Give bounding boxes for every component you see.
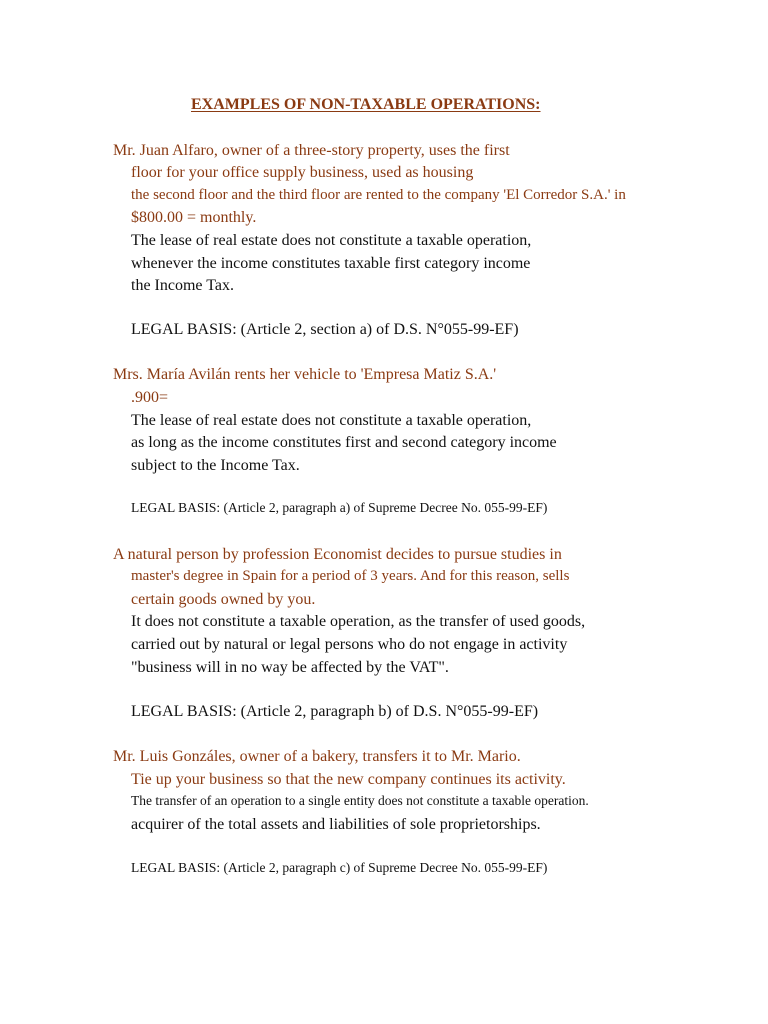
example-1-case-line: the second floor and the third floor are rented to the company 'El Corredor S.A.' in <box>131 187 626 203</box>
example-3-case-line: master's degree in Spain for a period of 3 years. And for this reason, sells <box>131 568 570 584</box>
example-1-explanation-line: The lease of real estate does not constitute a taxable operation, <box>131 232 532 249</box>
document-heading: EXAMPLES OF NON-TAXABLE OPERATIONS: <box>191 96 541 113</box>
example-4-case-line: Tie up your business so that the new company continues its activity. <box>131 771 566 788</box>
example-2-explanation-line: The lease of real estate does not constitute a taxable operation, <box>131 412 532 429</box>
example-4-case-line: Mr. Luis Gonzáles, owner of a bakery, transfers it to Mr. Mario. <box>113 748 521 765</box>
example-2-case-line: Mrs. María Avilán rents her vehicle to 'Empresa Matiz S.A.' <box>113 366 497 383</box>
example-2-explanation-line: subject to the Income Tax. <box>131 457 300 474</box>
example-3-legal-basis: LEGAL BASIS: (Article 2, paragraph b) of D.S. N°055-99-EF) <box>131 703 539 720</box>
example-1-explanation-line: whenever the income constitutes taxable first category income <box>131 255 531 272</box>
example-1-case-line: $800.00 = monthly. <box>131 209 257 226</box>
example-3-case-line: certain goods owned by you. <box>131 591 316 608</box>
example-1-case-line: floor for your office supply business, used as housing <box>131 164 474 181</box>
example-4-explanation-line: acquirer of the total assets and liabilities of sole proprietorships. <box>131 816 541 833</box>
example-3-explanation-line: "business will in no way be affected by the VAT". <box>131 659 449 676</box>
example-4-legal-basis: LEGAL BASIS: (Article 2, paragraph c) of Supreme Decree No. 055-99-EF) <box>131 860 548 875</box>
example-3-explanation-line: carried out by natural or legal persons who do not engage in activity <box>131 636 568 653</box>
example-2-legal-basis: LEGAL BASIS: (Article 2, paragraph a) of Supreme Decree No. 055-99-EF) <box>131 500 548 515</box>
example-2-explanation-line: as long as the income constitutes first and second category income <box>131 434 557 451</box>
example-3-case-line: A natural person by profession Economist decides to pursue studies in <box>113 546 562 563</box>
example-3-explanation-line: It does not constitute a taxable operation, as the transfer of used goods, <box>131 613 586 630</box>
example-4-explanation-line: The transfer of an operation to a single entity does not constitute a taxable operation. <box>131 793 589 808</box>
example-1-case-line: Mr. Juan Alfaro, owner of a three-story property, uses the first <box>113 142 510 159</box>
example-2-case-line: .900= <box>131 389 169 406</box>
example-1-explanation-line: the Income Tax. <box>131 277 234 294</box>
example-1-legal-basis: LEGAL BASIS: (Article 2, section a) of D.S. N°055-99-EF) <box>131 321 519 338</box>
